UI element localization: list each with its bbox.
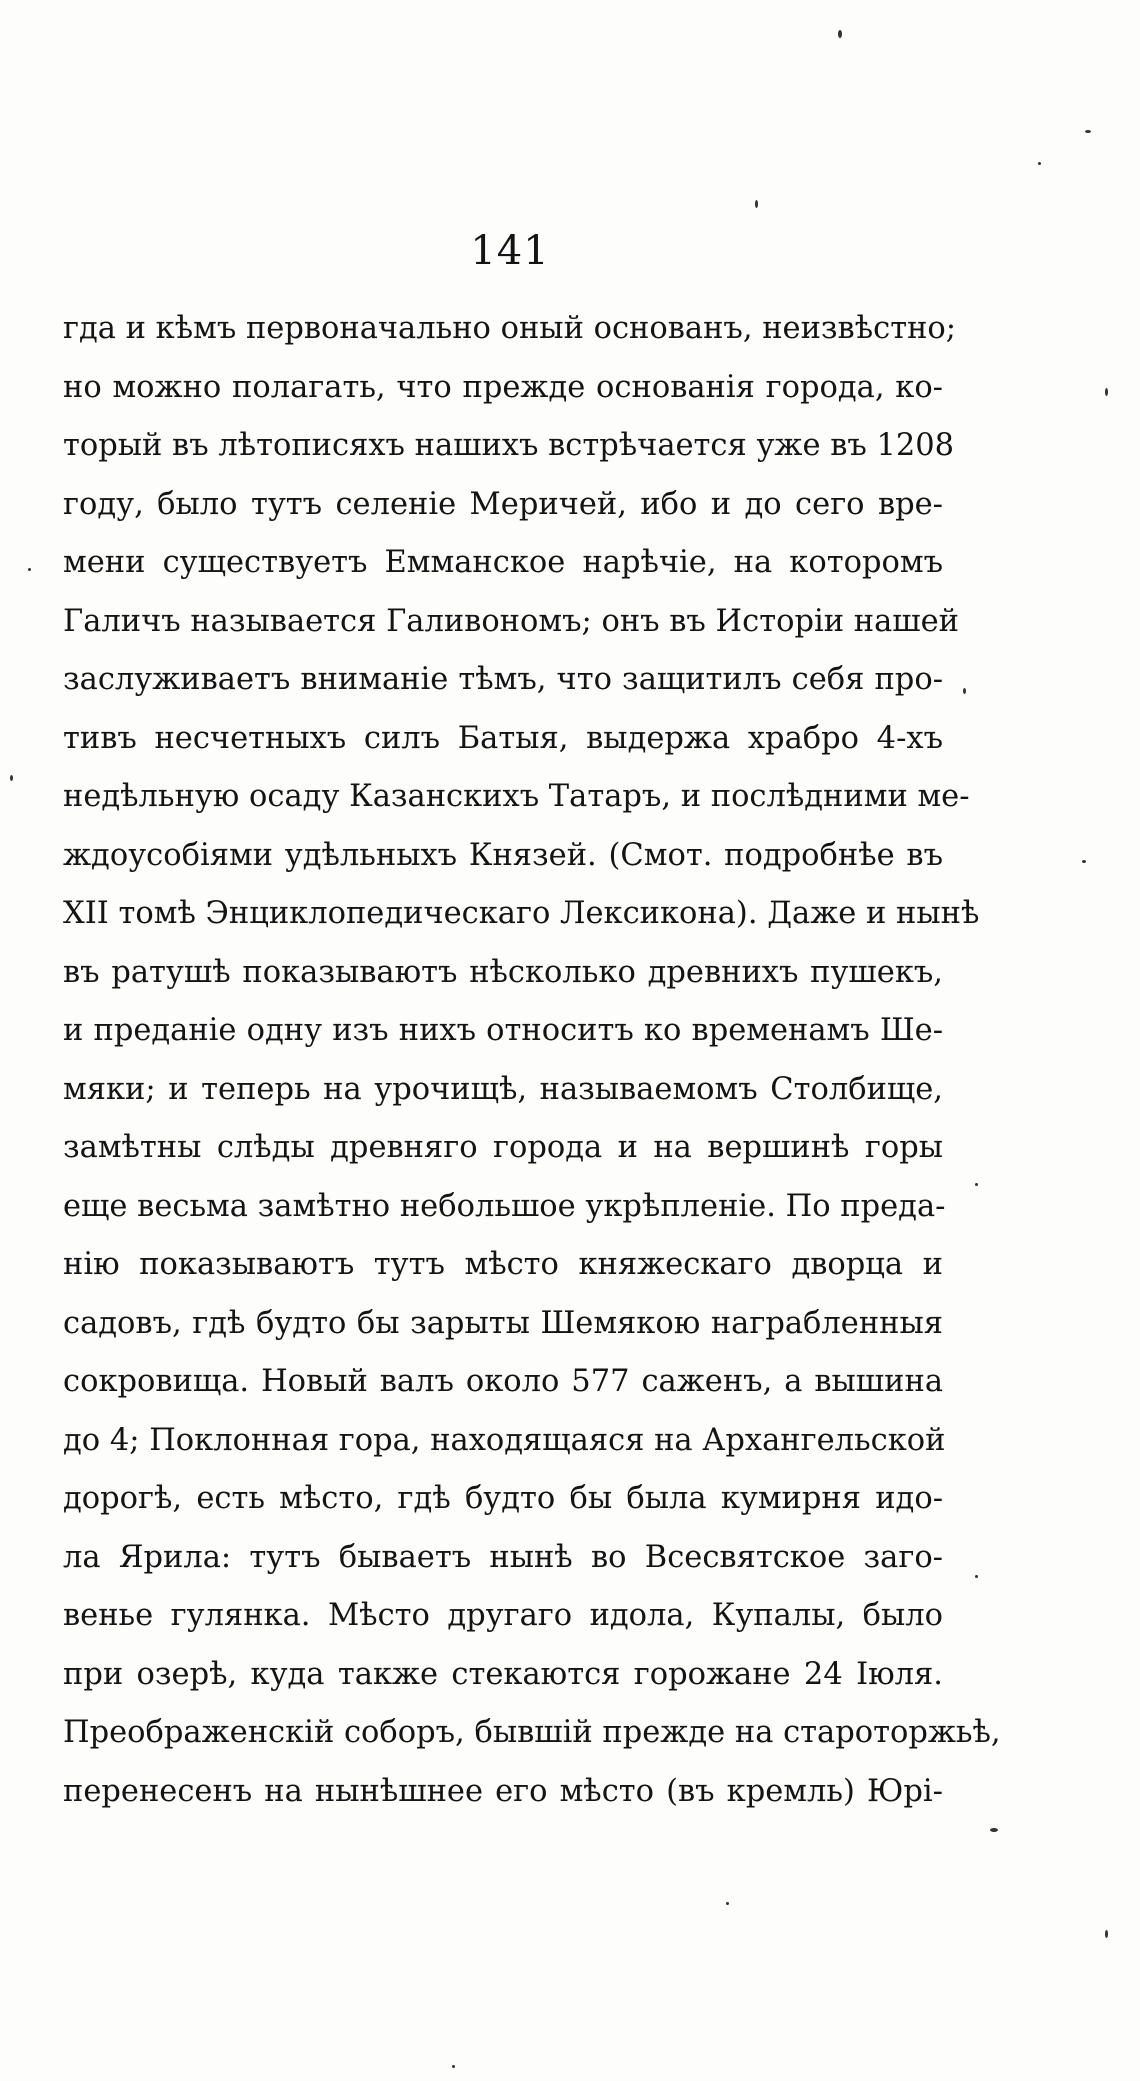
scan-speck <box>1038 162 1041 165</box>
text-line: и преданіе одну изъ нихъ относитъ ко временамъ Ше- <box>63 1013 943 1048</box>
scan-speck <box>755 200 758 208</box>
text-line: мени существуетъ Емманское нарѣчіе, на которомъ <box>63 545 943 580</box>
scan-speck <box>10 775 13 781</box>
text-line: дорогѣ, есть мѣсто, гдѣ будто бы была кумирня идо- <box>63 1481 943 1516</box>
scan-speck <box>975 1183 978 1186</box>
scan-speck <box>726 1902 729 1905</box>
scan-speck <box>28 568 31 571</box>
text-line: до 4; Поклонная гора, находящаяся на Архангельской <box>63 1422 946 1458</box>
text-line: садовъ, гдѣ будто бы зарыты Шемякою награбленныя <box>63 1305 943 1341</box>
body-text <box>63 300 1001 1821</box>
text-line: въ ратушѣ показываютъ нѣсколько древнихъ пушекъ, <box>63 954 943 990</box>
scan-speck <box>1082 860 1086 863</box>
text-line: Галичъ называется Галивономъ; онъ въ Исторіи нашей <box>63 603 959 639</box>
scan-speck <box>838 30 842 38</box>
scan-speck <box>1105 1930 1108 1938</box>
scan-speck <box>1085 130 1091 133</box>
text-line: но можно полагать, что прежде основанія города, ко- <box>63 369 943 405</box>
scan-speck <box>990 1828 998 1832</box>
text-line: гда и кѣмъ первоначально оный основанъ, неизвѣстно; <box>63 311 957 346</box>
text-line: венье гулянка. Мѣсто другаго идола, Купалы, было <box>63 1598 943 1633</box>
text-line: замѣтны слѣды древняго города и на вершинѣ горы <box>63 1130 943 1165</box>
text-line: мяки; и теперь на урочищѣ, называемомъ Столбище, <box>63 1071 943 1107</box>
text-line: заслуживаетъ вниманіе тѣмъ, что защитилъ себя про- <box>63 662 943 697</box>
text-line: ла Ярила: тутъ бываетъ нынѣ во Всесвятское заго- <box>63 1539 943 1575</box>
text-line: сокровища. Новый валъ около 577 саженъ, а вышина <box>63 1364 943 1399</box>
text-line: недѣльную осаду Казанскихъ Татаръ, и послѣдними ме- <box>63 779 970 814</box>
scan-speck <box>963 688 966 694</box>
text-line: при озерѣ, куда также стекаются горожане 24 Іюля. <box>63 1656 943 1692</box>
page-number: 141 <box>470 228 550 274</box>
text-line: Преображенскій соборъ, бывшій прежде на староторжьѣ, <box>63 1715 1001 1750</box>
scan-speck <box>975 1575 978 1578</box>
text-line: XII томѣ Энциклопедическаго Лексикона). Даже и нынѣ <box>63 896 980 931</box>
text-line: ждоусобіями удѣльныхъ Князей. (Смот. подробнѣе въ <box>63 837 943 873</box>
scan-speck <box>1105 388 1108 396</box>
text-line: перенесенъ на нынѣшнее его мѣсто (въ кремль) Юрі- <box>63 1773 943 1809</box>
text-line: торый въ лѣтописяхъ нашихъ встрѣчается уже въ 1208 <box>63 428 955 463</box>
text-line: еще весьма замѣтно небольшое укрѣпленіе. По преда- <box>63 1188 946 1224</box>
scan-speck <box>452 2065 455 2068</box>
text-line: тивъ несчетныхъ силъ Батыя, выдержа храбро 4-хъ <box>63 720 943 756</box>
text-line: нію показываютъ тутъ мѣсто княжескаго дворца и <box>63 1247 943 1282</box>
text-line: году, было тутъ селеніе Меричей, ибо и до сего вре- <box>63 486 943 522</box>
